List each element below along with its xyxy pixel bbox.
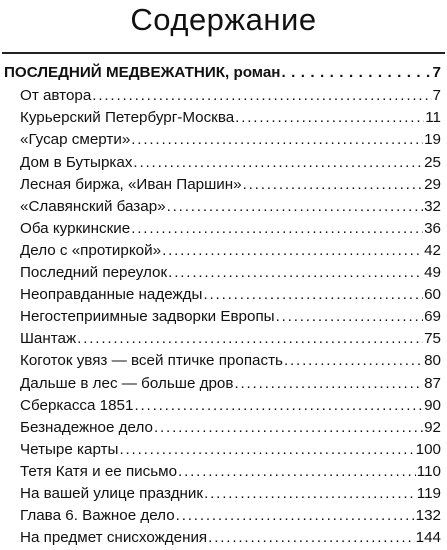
- toc-entry-page: 29: [424, 175, 441, 193]
- dot-leader: [119, 439, 414, 461]
- toc-chapter-entry[interactable]: [20, 306, 441, 328]
- toc-chapter-entry[interactable]: [20, 373, 441, 395]
- toc-chapter-entry[interactable]: [20, 262, 441, 284]
- toc-entry-page: 19: [424, 131, 441, 149]
- toc-entry-page: 60: [424, 286, 441, 304]
- toc-entry-label: Лесная биржа, «Иван Паршин»: [20, 175, 242, 193]
- dot-leader: [134, 395, 423, 417]
- dot-leader: [77, 328, 423, 350]
- toc-chapter-entry[interactable]: [20, 85, 441, 107]
- dot-leader: [168, 262, 423, 284]
- toc-entry-page: 90: [424, 396, 441, 414]
- toc-chapter-entry[interactable]: [20, 439, 441, 461]
- toc-entry-label: Негостеприимные задворки Европы: [20, 308, 275, 326]
- dot-leader: [131, 129, 423, 151]
- toc-entry-page: 80: [424, 352, 441, 370]
- toc-chapter-entry[interactable]: [20, 284, 441, 306]
- toc-entry-page: 144: [415, 529, 441, 547]
- title-divider: [2, 52, 445, 54]
- dot-leader: [92, 85, 431, 107]
- dot-leader: [176, 505, 415, 527]
- dot-leader: [162, 240, 423, 262]
- toc-chapter-entry[interactable]: [20, 107, 441, 129]
- toc-entry-page: 119: [416, 485, 441, 502]
- toc-chapter-entry[interactable]: [20, 527, 441, 549]
- toc-entry-page: 25: [424, 153, 441, 171]
- toc-entry-label: Глава 6. Важное дело: [20, 507, 175, 525]
- dot-leader: [133, 152, 423, 174]
- toc-entry-label: Тетя Катя и ее письмо: [20, 462, 178, 480]
- toc-entry-label: Четыре карты: [20, 440, 119, 458]
- dot-leader: [167, 196, 424, 218]
- toc-chapter-entry[interactable]: [20, 152, 441, 174]
- toc-entry-label: Последний переулок: [20, 264, 168, 281]
- toc-entry-label: От автора: [20, 87, 92, 105]
- toc-entry-page: 100: [415, 440, 441, 458]
- toc-entry-page: 87: [424, 374, 441, 392]
- toc-entry-page: 11: [425, 109, 441, 127]
- toc-chapter-entry[interactable]: [20, 483, 441, 505]
- toc-entry-label: Дом в Бутырках: [20, 153, 133, 171]
- toc-entry-label: Шантаж: [20, 330, 77, 348]
- toc-entry-label: Безнадежное дело: [20, 418, 153, 436]
- toc-chapter-entry[interactable]: [20, 350, 441, 372]
- toc-entry-page: 36: [424, 219, 441, 237]
- toc-chapter-entry[interactable]: [20, 196, 441, 218]
- dot-leader: [235, 107, 424, 129]
- toc-entry-label: Оба куркинские: [20, 219, 131, 237]
- dot-leader: [284, 350, 423, 372]
- toc-entry-page: 32: [424, 197, 441, 215]
- toc-entry-page: 110: [416, 462, 441, 480]
- toc-entry-label: Дело с «протиркой»: [20, 241, 162, 259]
- toc-entry-label: Курьерский Петербург-Москва: [20, 109, 235, 127]
- dot-leader: [243, 174, 424, 196]
- toc-entry-page: 92: [424, 418, 441, 436]
- toc-entry-page: 49: [424, 264, 441, 281]
- dot-leader: [208, 527, 414, 549]
- dot-leader: [281, 62, 431, 84]
- dot-leader: [131, 218, 423, 240]
- toc-entry-page: 69: [424, 308, 441, 326]
- toc-entry-page: 7: [432, 64, 441, 81]
- toc-chapter-entry[interactable]: [20, 129, 441, 151]
- toc-entry-label: Дальше в лес — больше дров: [20, 374, 234, 392]
- toc-entry-label: «Гусар смерти»: [20, 131, 131, 149]
- toc-chapter-entry[interactable]: [20, 218, 441, 240]
- toc-entry-label: Неоправданные надежды: [20, 286, 203, 304]
- toc-chapter-entry[interactable]: [20, 395, 441, 417]
- dot-leader: [204, 483, 416, 505]
- dot-leader: [154, 417, 423, 439]
- dot-leader: [276, 306, 424, 328]
- dot-leader: [203, 284, 423, 306]
- toc-entry-label: Сберкасса 1851: [20, 396, 134, 414]
- toc-entry-label: Коготок увяз — всей птичке пропасть: [20, 352, 283, 370]
- toc-entry-label: На предмет снисхождения: [20, 529, 208, 547]
- toc-chapter-entry[interactable]: [20, 240, 441, 262]
- toc-chapter-entry[interactable]: [20, 417, 441, 439]
- toc-entry-page: 75: [424, 330, 441, 348]
- toc-chapter-entry[interactable]: [20, 328, 441, 350]
- toc-chapter-entry[interactable]: [20, 505, 441, 527]
- toc-chapter-entry[interactable]: [20, 461, 441, 483]
- toc-entry-page: 7: [432, 87, 441, 105]
- toc-entry-label: «Славянский базар»: [20, 197, 166, 215]
- page-title: Содержание: [130, 2, 317, 37]
- toc-main-entry[interactable]: [4, 62, 441, 84]
- dot-leader: [234, 373, 423, 395]
- dot-leader: [178, 461, 416, 483]
- toc-entry-page: 132: [415, 507, 441, 525]
- toc-entry-page: 42: [424, 241, 441, 259]
- toc-entry-label: На вашей улице праздник: [20, 485, 204, 502]
- toc-chapter-entry[interactable]: [20, 174, 441, 196]
- toc-entry-label: ПОСЛЕДНИЙ МЕДВЕЖАТНИК, роман: [4, 64, 281, 81]
